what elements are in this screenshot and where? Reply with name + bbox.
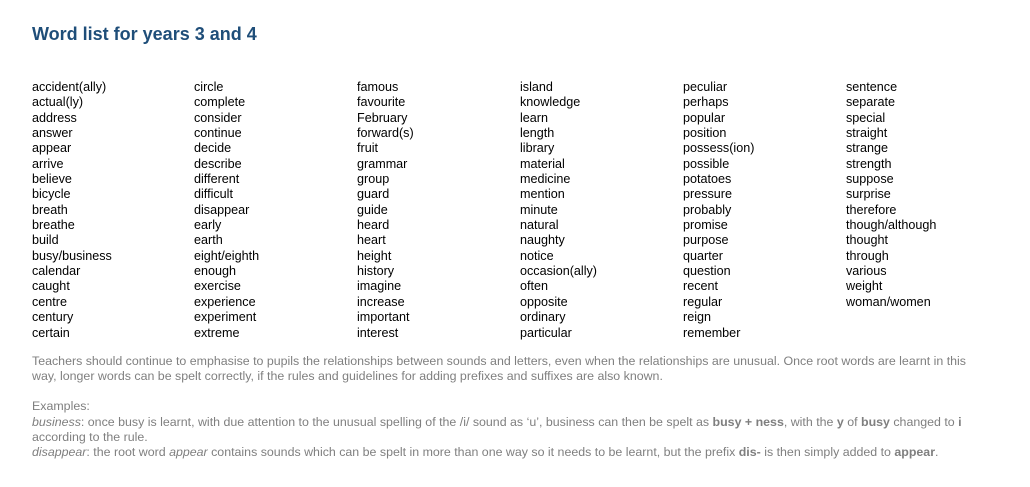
word-column-4 <box>520 80 680 341</box>
word-item: bicycle <box>32 187 71 202</box>
word-item: difficult <box>194 187 233 202</box>
word-item: increase <box>357 294 405 309</box>
word-item: century <box>32 310 74 325</box>
example-word: disappear <box>32 445 87 460</box>
word-item: appear <box>32 141 72 156</box>
word-item: island <box>520 80 553 94</box>
word-item: breath <box>32 202 68 217</box>
word-item: height <box>357 248 392 263</box>
word-item: naughty <box>520 233 565 248</box>
word-item: ordinary <box>520 310 566 325</box>
word-item: potatoes <box>683 172 732 187</box>
word-item: various <box>846 264 887 279</box>
page-title: Word list for years 3 and 4 <box>32 24 257 44</box>
word-item: forward(s) <box>357 126 414 141</box>
word-item: particular <box>520 325 572 340</box>
word-item: thought <box>846 233 889 248</box>
word-item: breathe <box>32 218 75 233</box>
word-item: recent <box>683 279 719 294</box>
word-item: accident(ally) <box>32 80 107 94</box>
word-item: surprise <box>846 187 891 202</box>
word-item: circle <box>194 80 224 94</box>
word-item: consider <box>194 110 242 125</box>
word-item: experiment <box>194 310 257 325</box>
word-item: question <box>683 264 731 279</box>
word-item: popular <box>683 110 726 125</box>
word-item: material <box>520 156 565 171</box>
word-item: address <box>32 110 77 125</box>
word-item: medicine <box>520 172 571 187</box>
word-item: woman/women <box>846 294 931 309</box>
word-item: complete <box>194 95 246 110</box>
word-item: though/although <box>846 218 937 233</box>
guidance-notes <box>32 354 972 460</box>
word-item: experience <box>194 294 256 309</box>
word-item: reign <box>683 310 712 325</box>
word-item: strength <box>846 156 892 171</box>
word-item: heart <box>357 233 386 248</box>
word-item: perhaps <box>683 95 729 110</box>
word-item: opposite <box>520 294 568 309</box>
word-column-3 <box>357 80 517 341</box>
word-column-5 <box>683 80 843 341</box>
word-item: possible <box>683 156 730 171</box>
word-column-1 <box>32 80 192 341</box>
word-item: peculiar <box>683 80 728 94</box>
word-item: knowledge <box>520 95 581 110</box>
word-item: remember <box>683 325 741 340</box>
word-item: through <box>846 248 889 263</box>
word-item: actual(ly) <box>32 95 84 110</box>
word-item: guard <box>357 187 390 202</box>
example-business: business: once busy is learnt, with due attention to the unusual spelling of the /i/ sound as ‘u’, business can then be spelt as busy + ness, with the y of busy changed to i according to the rule. <box>32 414 962 444</box>
word-item: guide <box>357 202 388 217</box>
word-item: straight <box>846 126 888 141</box>
word-item: often <box>520 279 549 294</box>
word-item: early <box>194 218 222 233</box>
word-item: sentence <box>846 80 898 94</box>
word-item: history <box>357 264 395 279</box>
word-item: imagine <box>357 279 402 294</box>
word-item: minute <box>520 202 558 217</box>
word-item: important <box>357 310 410 325</box>
word-item: disappear <box>194 202 250 217</box>
word-item: occasion(ally) <box>520 264 597 279</box>
word-item: library <box>520 141 555 156</box>
examples-heading: Examples: <box>32 399 90 414</box>
word-item: busy/business <box>32 248 112 263</box>
word-item: centre <box>32 294 68 309</box>
word-item: separate <box>846 95 896 110</box>
word-item: earth <box>194 233 223 248</box>
word-item: position <box>683 126 727 141</box>
word-item: notice <box>520 248 554 263</box>
word-item: probably <box>683 202 732 217</box>
word-item: strange <box>846 141 889 156</box>
example-disappear: disappear: the root word appear contains sounds which can be spelt in more than one way so it needs to be learnt, but the prefix dis- is then simply added to appear. <box>32 445 939 460</box>
word-column-6 <box>846 80 1006 310</box>
word-item: therefore <box>846 202 897 217</box>
word-item: decide <box>194 141 232 156</box>
word-item: mention <box>520 187 565 202</box>
word-item: weight <box>846 279 883 294</box>
word-item: exercise <box>194 279 241 294</box>
word-column-2 <box>194 80 354 341</box>
word-item: interest <box>357 325 399 340</box>
word-item: continue <box>194 126 242 141</box>
word-item: length <box>520 126 555 141</box>
word-item: calendar <box>32 264 81 279</box>
word-item: regular <box>683 294 723 309</box>
word-item: heard <box>357 218 390 233</box>
word-item: quarter <box>683 248 723 263</box>
example-word: business <box>32 414 81 429</box>
word-item: answer <box>32 126 73 141</box>
word-item: pressure <box>683 187 732 202</box>
word-item: caught <box>32 279 70 294</box>
word-item: purpose <box>683 233 729 248</box>
word-item: build <box>32 233 59 248</box>
word-item: February <box>357 110 408 125</box>
word-item: fruit <box>357 141 378 156</box>
word-item: learn <box>520 110 549 125</box>
word-item: arrive <box>32 156 64 171</box>
word-item: favourite <box>357 95 406 110</box>
word-item: promise <box>683 218 728 233</box>
word-item: famous <box>357 80 399 94</box>
word-item: group <box>357 172 390 187</box>
word-item: extreme <box>194 325 240 340</box>
word-item: different <box>194 172 240 187</box>
word-item: special <box>846 110 886 125</box>
word-item: grammar <box>357 156 408 171</box>
word-item: believe <box>32 172 72 187</box>
word-item: possess(ion) <box>683 141 755 156</box>
guidance-paragraph: Teachers should continue to emphasise to pupils the relationships between sounds and letters, even when the relationships are unusual. Once root words are learnt in this way, longer words can be spelt correctly, if the rules and guidelines for adding prefixes and suffixes are also known. <box>32 354 966 384</box>
word-item: suppose <box>846 172 894 187</box>
word-item: enough <box>194 264 237 279</box>
word-item: natural <box>520 218 559 233</box>
word-item: describe <box>194 156 242 171</box>
word-item: certain <box>32 325 70 340</box>
word-item: eight/eighth <box>194 248 260 263</box>
